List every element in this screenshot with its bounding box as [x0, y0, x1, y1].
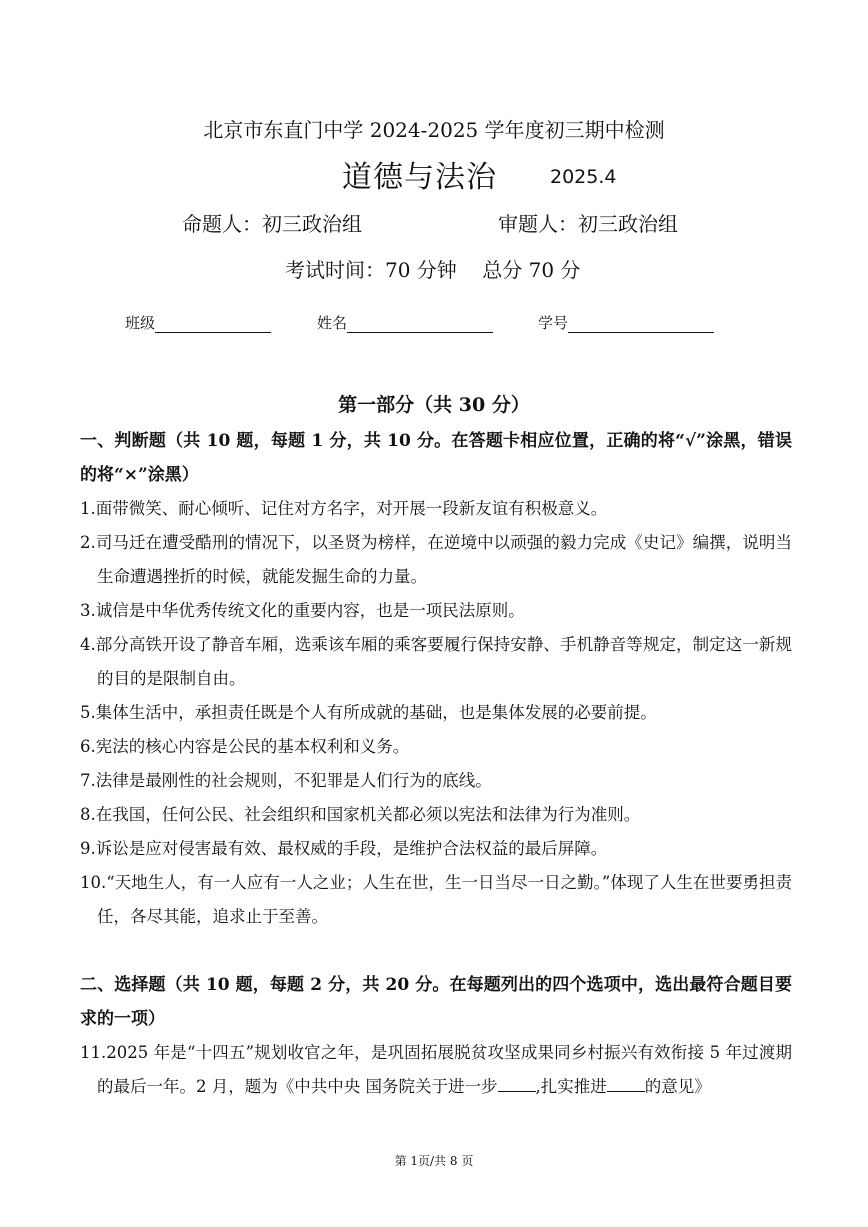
- question-setter: 命题人：初三政治组: [182, 212, 362, 236]
- subject-title: 道德与法治: [342, 160, 497, 195]
- class-field[interactable]: [125, 312, 271, 333]
- answer-blank: [607, 1075, 645, 1092]
- question-item: 10.“天地生人，有一人应有一人之业；人生在世，生一日当尽一日之勤。”体现了人生在世要勇担责任，各尽其能，追求止于至善。: [80, 873, 792, 926]
- part1-title: 第一部分（共 30 分）: [338, 394, 530, 416]
- name-label: 姓名: [317, 314, 348, 332]
- question-item: 6.宪法的核心内容是公民的基本权利和义务。: [80, 737, 410, 756]
- question-reviewer: 审题人：初三政治组: [498, 212, 678, 236]
- question-item: 2.司马迁在遭受酷刑的情况下，以圣贤为榜样，在逆境中以顽强的毅力完成《史记》编撰，说明当生命遭遇挫折的时候，就能发掘生命的力量。: [80, 533, 792, 586]
- question-11-text-3: 的意见》: [644, 1077, 711, 1096]
- question-11-text-1: 11.2025 年是“十四五”规划收官之年，是巩固拓展脱贫攻坚成果同乡村振兴有效衔接 5 年过渡期的最后一年。2 月，题为《中共中央 国务院关于进一步: [80, 1043, 792, 1096]
- name-blank-line[interactable]: [347, 314, 493, 333]
- question-item: 7.法律是最刚性的社会规则，不犯罪是人们行为的底线。: [80, 771, 492, 790]
- answer-blank: [498, 1075, 536, 1092]
- page-number-footer: 第 1页/共 8 页: [394, 1154, 474, 1168]
- question-11-text-2: ,扎实推进: [535, 1077, 607, 1096]
- section1-heading: 一、判断题（共 10 题，每题 1 分，共 10 分。在答题卡相应位置，正确的将“√”涂黑，错误的将“×”涂黑）: [80, 431, 792, 485]
- class-blank-line[interactable]: [155, 314, 271, 333]
- exam-date: 2025.4: [550, 166, 617, 188]
- student-id-field[interactable]: [538, 312, 714, 333]
- name-field[interactable]: [317, 312, 493, 333]
- question-item: 3.诚信是中华优秀传统文化的重要内容，也是一项民法原则。: [80, 601, 525, 620]
- question-item: 5.集体生活中，承担责任既是个人有所成就的基础，也是集体发展的必要前提。: [80, 703, 657, 722]
- school-title: 北京市东直门中学 2024-2025 学年度初三期中检测: [203, 118, 665, 142]
- true-false-question-list: [80, 492, 792, 934]
- question-11: [80, 1036, 792, 1104]
- section2-heading: 二、选择题（共 10 题，每题 2 分，共 20 分。在每题列出的四个选项中，选出最符合题目要求的一项）: [80, 975, 792, 1029]
- question-item: 9.诉讼是应对侵害最有效、最权威的手段，是维护合法权益的最后屏障。: [80, 839, 608, 858]
- student-id-label: 学号: [538, 314, 569, 332]
- class-label: 班级: [125, 314, 156, 332]
- exam-time-total: 考试时间：70 分钟 总分 70 分: [285, 258, 581, 282]
- student-id-blank-line[interactable]: [568, 314, 714, 333]
- question-item: 4.部分高铁开设了静音车厢，选乘该车厢的乘客要履行保持安静、手机静音等规定，制定这一新规的目的是限制自由。: [80, 635, 792, 688]
- question-item: 1.面带微笑、耐心倾听、记住对方名字，对开展一段新友谊有积极意义。: [80, 499, 608, 518]
- question-item: 8.在我国，任何公民、社会组织和国家机关都必须以宪法和法律为行为准则。: [80, 805, 641, 824]
